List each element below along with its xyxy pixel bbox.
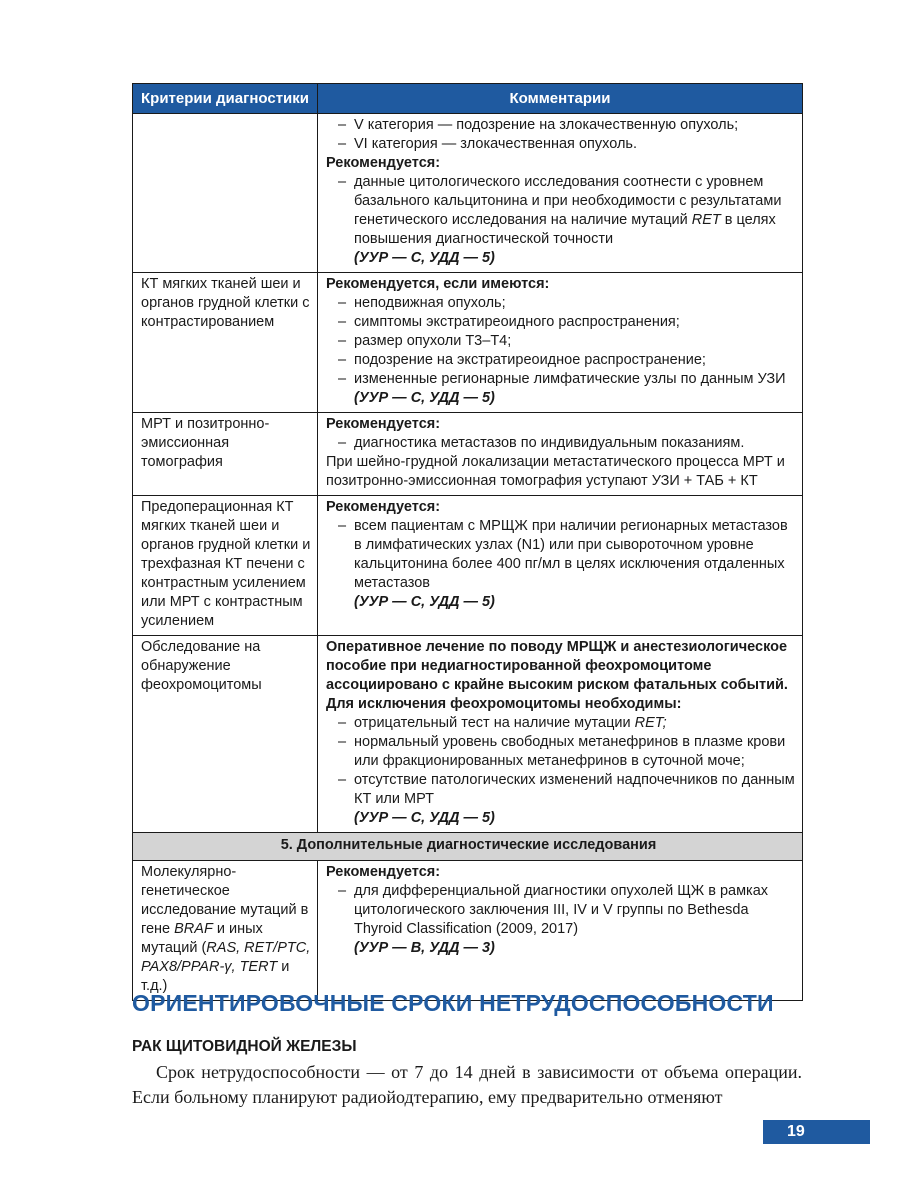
evidence-level: (УУР — С, УДД — 5) xyxy=(354,594,495,610)
criterion-cell: МРТ и позитронно-эмиссионная томография xyxy=(133,413,318,496)
table-row xyxy=(133,861,803,1001)
table-row xyxy=(133,114,803,273)
gene-name: BRAF xyxy=(174,921,213,937)
evidence-level: (УУР — С, УДД — 5) xyxy=(354,810,495,826)
bullet-list xyxy=(326,714,796,809)
comment-cell xyxy=(318,496,803,636)
bullet-list xyxy=(326,882,796,939)
table-row xyxy=(133,636,803,833)
comment-cell xyxy=(318,273,803,413)
bullet-list xyxy=(326,116,796,154)
bullet-list xyxy=(326,294,796,389)
table-row xyxy=(133,273,803,413)
list-item: – симптомы экстратиреоидного распространения; xyxy=(326,313,796,332)
section-row xyxy=(133,833,803,861)
comment-cell xyxy=(318,861,803,1001)
section-title: 5. Дополнительные диагностические исследования xyxy=(133,833,803,861)
list-item: – данные цитологического исследования соотнести с уровнем базального кальцитонина и при необходимости с результатами генетического исследования на наличие мутаций RET в целях повышения диагностической точности xyxy=(326,173,796,249)
list-item: – измененные регионарные лимфатические узлы по данным УЗИ xyxy=(326,370,796,389)
body-paragraph: Срок нетрудоспособности — от 7 до 14 дней в зависимости от объема операции. Если больному планируют радиойодтерапию, ему предварительно отменяют xyxy=(132,1062,802,1107)
evidence-level: (УУР — В, УДД — 3) xyxy=(354,940,495,956)
table-row xyxy=(133,413,803,496)
list-item: – неподвижная опухоль; xyxy=(326,294,796,313)
evidence-level: (УУР — С, УДД — 5) xyxy=(354,390,495,406)
criterion-text: и иных мутаций ( xyxy=(141,921,263,956)
page-number: 19 xyxy=(763,1120,870,1144)
criterion-text: Молекулярно-генетическое исследование мутаций в гене xyxy=(141,864,309,937)
criterion-cell: Предоперационная КТ мягких тканей шеи и органов грудной клетки и трехфазная КТ печени с контрастным усилением или МРТ с контрастным усилением xyxy=(133,496,318,636)
list-item: – отсутствие патологических изменений надпочечников по данным КТ или МРТ xyxy=(326,771,796,809)
bullet-list xyxy=(326,517,796,593)
criterion-cell: Обследование на обнаружение феохромоцитомы xyxy=(133,636,318,833)
criterion-cell xyxy=(133,861,318,1001)
criterion-text: и т.д.) xyxy=(141,959,290,994)
list-item: – всем пациентам с МРЩЖ при наличии регионарных метастазов в лимфатических узлах (N1) или при сывороточном уровне кальцитонина более 400 пг/мл в целях исключения отдаленных метастазов xyxy=(326,517,796,593)
criterion-cell-empty xyxy=(133,114,318,273)
list-item: – подозрение на экстратиреоидное распространение; xyxy=(326,351,796,370)
recommendation-label: Рекомендуется: xyxy=(326,499,441,515)
bullet-list xyxy=(326,434,796,453)
evidence-level: (УУР — С, УДД — 5) xyxy=(354,250,495,266)
bullet-list xyxy=(326,173,796,249)
list-item-text: отрицательный тест на наличие мутации xyxy=(354,715,635,731)
header-comments: Комментарии xyxy=(318,84,803,114)
list-item: – VI категория — злокачественная опухоль. xyxy=(326,135,796,154)
header-criteria: Критерии диагностики xyxy=(133,84,318,114)
gene-name: RET; xyxy=(634,715,667,731)
warning-text: Оперативное лечение по поводу МРЩЖ и анестезиологическое пособие при недиагностированной феохромоцитоме ассоциировано с крайне высоким риском фатальных событий. xyxy=(326,639,788,693)
recommendation-label: Рекомендуется: xyxy=(326,864,441,880)
list-item: – размер опухоли Т3–Т4; xyxy=(326,332,796,351)
recommendation-label: Рекомендуется: xyxy=(326,416,441,432)
section-heading: ОРИЕНТИРОВОЧНЫЕ СРОКИ НЕТРУДОСПОСОБНОСТИ xyxy=(132,990,774,1016)
note-text: При шейно-грудной локализации метастатического процесса МРТ и позитронно-эмиссионная томография уступают УЗИ + ТАБ + КТ xyxy=(326,454,785,489)
list-item: – нормальный уровень свободных метанефринов в плазме крови или фракционированных метанефринов в суточной моче; xyxy=(326,733,796,771)
gene-names: RAS, RET/PTC, PAX8/PPAR-γ, TERT xyxy=(141,940,311,975)
criterion-cell: КТ мягких тканей шеи и органов грудной клетки с контрастированием xyxy=(133,273,318,413)
subsection-heading: РАК ЩИТОВИДНОЙ ЖЕЛЕЗЫ xyxy=(132,1038,357,1055)
comment-cell xyxy=(318,114,803,273)
comment-cell xyxy=(318,636,803,833)
list-item: – для дифференциальной диагностики опухолей ЩЖ в рамках цитологического заключения III, IV и V группы по Bethesda Thyroid Classification (2009, 2017) xyxy=(326,882,796,939)
list-item: – V категория — подозрение на злокачественную опухоль; xyxy=(326,116,796,135)
list-item: – диагностика метастазов по индивидуальным показаниям. xyxy=(326,434,796,453)
diagnostic-criteria-table xyxy=(132,83,803,1001)
recommendation-label: Рекомендуется, если имеются: xyxy=(326,276,550,292)
table-header-row xyxy=(133,84,803,114)
recommendation-label: Рекомендуется: xyxy=(326,155,441,171)
exclusion-label: Для исключения феохромоцитомы необходимы: xyxy=(326,696,682,712)
table-row xyxy=(133,496,803,636)
comment-cell xyxy=(318,413,803,496)
list-item xyxy=(326,714,796,733)
